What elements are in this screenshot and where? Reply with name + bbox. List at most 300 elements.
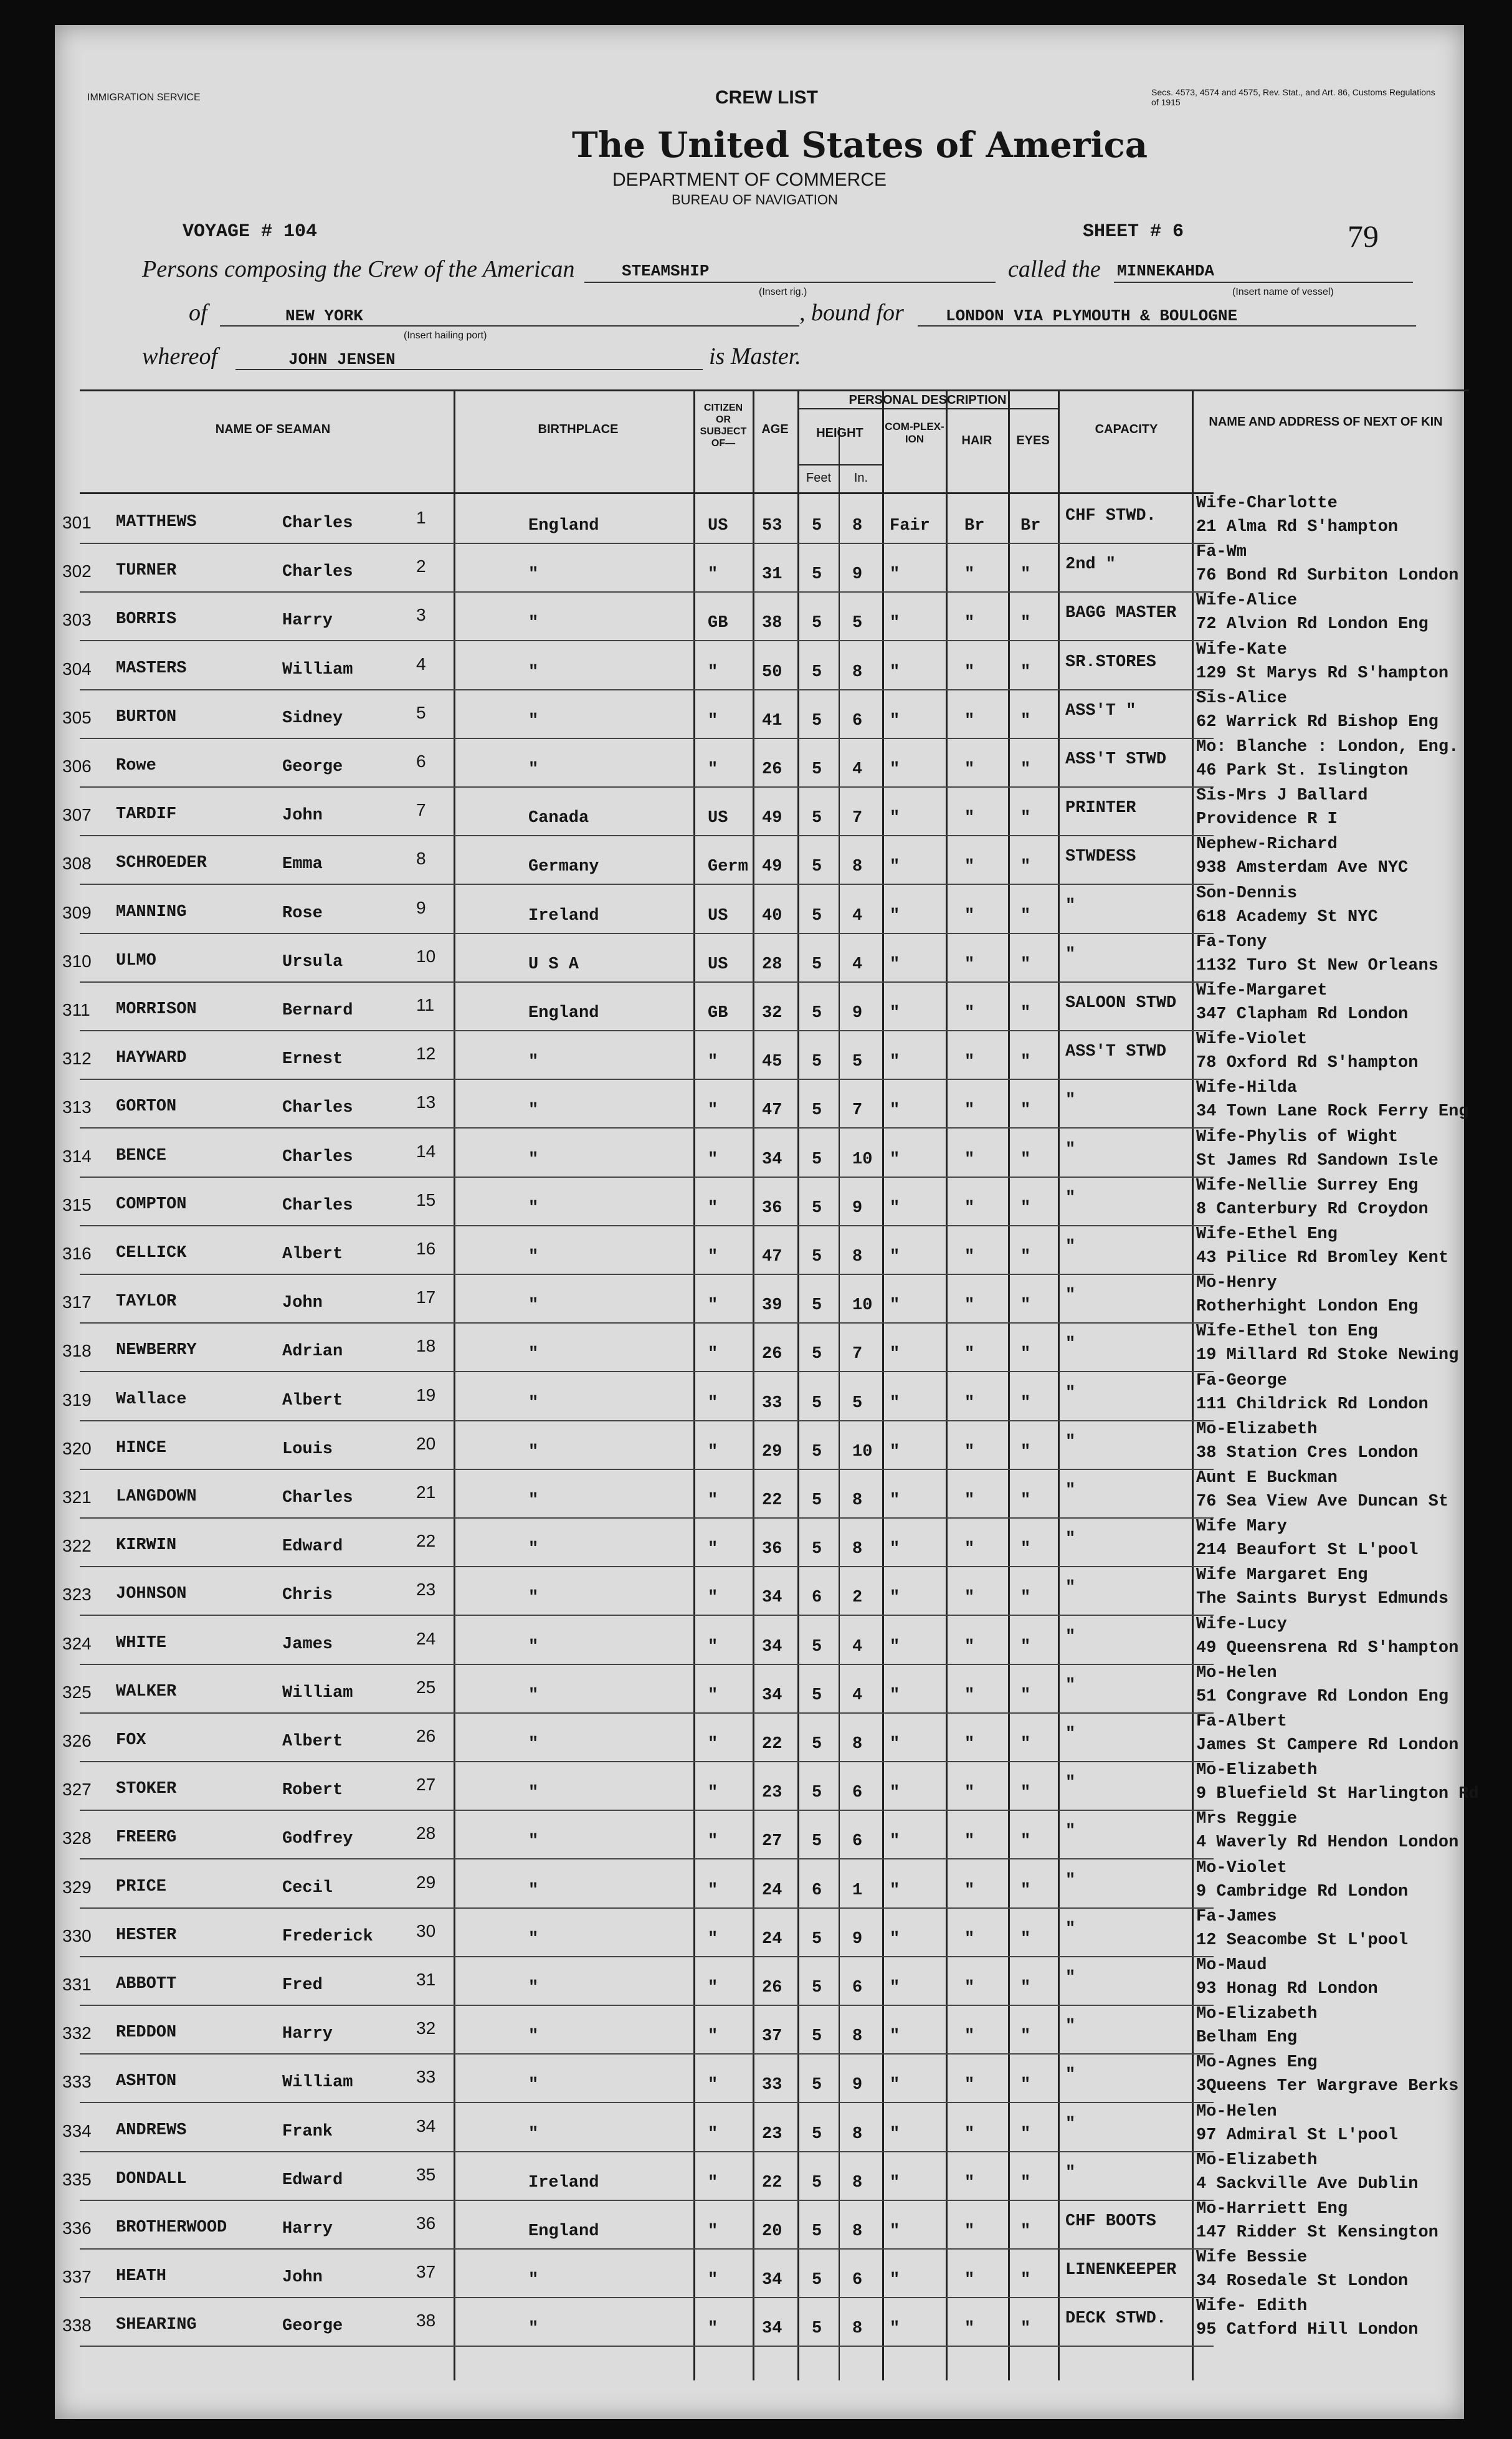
- hair: ": [964, 614, 975, 633]
- height-inches: 6: [852, 711, 863, 730]
- hair: ": [964, 1929, 975, 1949]
- line-number: 11: [416, 995, 435, 1014]
- height-feet: 5: [812, 906, 822, 925]
- eyes: ": [1020, 1783, 1031, 1803]
- capacity: ASS'T STWD: [1065, 1043, 1167, 1062]
- line-number: 37: [416, 2262, 436, 2282]
- hair: ": [964, 857, 975, 877]
- hair: ": [964, 809, 975, 828]
- kin-address: Providence R I: [1196, 810, 1338, 829]
- kin-name: Mo-Elizabeth: [1196, 1420, 1318, 1439]
- height-feet: 5: [812, 857, 822, 877]
- given-name: Sidney: [282, 709, 343, 728]
- age: 40: [762, 906, 782, 925]
- age: 20: [762, 2222, 782, 2241]
- age: 32: [762, 1004, 782, 1023]
- capacity: SALOON STWD: [1065, 994, 1177, 1013]
- line-number: 33: [416, 2067, 436, 2087]
- height-inches: 8: [852, 2319, 863, 2339]
- eyes: ": [1020, 1442, 1031, 1461]
- given-name: Louis: [282, 1439, 333, 1459]
- line-number: 20: [416, 1433, 436, 1453]
- table-row: [62, 738, 1469, 788]
- age: 27: [762, 1832, 782, 1851]
- age: 49: [762, 857, 782, 877]
- kin-address: 1132 Turo St New Orleans: [1196, 956, 1438, 975]
- line-number: 30: [416, 1921, 436, 1940]
- hair: ": [964, 955, 975, 974]
- birthplace: ": [528, 2027, 539, 2046]
- kin-name: Mo-Elizabeth: [1196, 1761, 1318, 1780]
- manifest-number: 319: [62, 1390, 92, 1410]
- capacity: CHF STWD.: [1065, 507, 1156, 525]
- eyes: ": [1020, 2027, 1031, 2046]
- eyes: ": [1020, 1198, 1031, 1218]
- manifest-number: 338: [62, 2316, 92, 2336]
- hair: ": [964, 2222, 975, 2241]
- kin-address: 618 Academy St NYC: [1196, 907, 1378, 927]
- country-heading: The United States of America: [572, 125, 1148, 166]
- citizen: ": [708, 1345, 718, 1364]
- hair: ": [964, 1101, 975, 1120]
- capacity: ": [1065, 896, 1076, 915]
- age: 39: [762, 1296, 782, 1315]
- height-inches: 7: [852, 809, 863, 828]
- birthplace: ": [528, 2124, 539, 2144]
- citizen: ": [708, 1393, 718, 1413]
- height-inches: 8: [852, 857, 863, 877]
- given-name: George: [282, 758, 343, 776]
- table-row: [62, 494, 1469, 544]
- manifest-number: 334: [62, 2121, 92, 2141]
- manifest-number: 331: [62, 1975, 92, 1994]
- age: 37: [762, 2027, 782, 2046]
- persons-label: Persons composing the Crew of the American: [142, 256, 575, 282]
- complexion: ": [890, 1686, 900, 1705]
- crew-list-title: CREW LIST: [715, 87, 818, 108]
- line-number: 32: [416, 2018, 436, 2038]
- capacity: ": [1065, 1822, 1076, 1841]
- birthplace: ": [528, 1052, 539, 1072]
- kin-name: Sis-Mrs J Ballard: [1196, 786, 1368, 806]
- capacity: ": [1065, 1238, 1076, 1256]
- complexion: ": [890, 1783, 900, 1803]
- col-feet: Feet: [806, 471, 832, 485]
- eyes: ": [1020, 1637, 1031, 1656]
- age: 26: [762, 1978, 782, 1997]
- height-feet: 5: [812, 1540, 822, 1559]
- age: 45: [762, 1052, 782, 1072]
- kin-name: Mo-Violet: [1196, 1858, 1287, 1878]
- height-feet: 5: [812, 2271, 822, 2290]
- capacity: 2nd ": [1065, 555, 1116, 575]
- height-feet: 6: [812, 1881, 822, 1900]
- capacity: BAGG MASTER: [1065, 604, 1177, 623]
- age: 50: [762, 662, 782, 682]
- capacity: ASS'T ": [1065, 701, 1136, 720]
- hair: ": [964, 1393, 975, 1413]
- hair: ": [964, 1345, 975, 1364]
- surname: MASTERS: [116, 659, 187, 678]
- hair: ": [964, 1296, 975, 1315]
- given-name: Edward: [282, 1537, 343, 1557]
- kin-address: 38 Station Cres London: [1196, 1443, 1419, 1463]
- surname: GORTON: [116, 1097, 177, 1117]
- col-name: NAME OF SEAMAN: [215, 422, 331, 436]
- col-height: HEIGHT: [816, 426, 863, 440]
- height-inches: 8: [852, 2124, 863, 2144]
- birthplace: England: [528, 517, 599, 535]
- manifest-number: 330: [62, 1926, 92, 1945]
- eyes: ": [1020, 1150, 1031, 1169]
- manifest-number: 310: [62, 951, 92, 971]
- capacity: ": [1065, 1286, 1076, 1305]
- manifest-number: 337: [62, 2267, 92, 2287]
- birthplace: Canada: [528, 809, 589, 828]
- height-inches: 9: [852, 1004, 863, 1023]
- capacity: ": [1065, 945, 1076, 964]
- kin-address: 4 Waverly Rd Hendon London: [1196, 1833, 1459, 1853]
- given-name: John: [282, 2268, 323, 2288]
- kin-name: Wife-Lucy: [1196, 1615, 1287, 1634]
- age: 33: [762, 1393, 782, 1413]
- complexion: ": [890, 1929, 900, 1949]
- height-inches: 9: [852, 1198, 863, 1218]
- hair: ": [964, 1832, 975, 1851]
- surname: BORRIS: [116, 610, 177, 629]
- manifest-number: 329: [62, 1877, 92, 1897]
- surname: FOX: [116, 1731, 146, 1750]
- manifest-number: 315: [62, 1195, 92, 1215]
- age: 33: [762, 2076, 782, 2095]
- height-feet: 5: [812, 809, 822, 828]
- surname: ULMO: [116, 951, 156, 970]
- manifest-number: 306: [62, 757, 92, 776]
- given-name: Charles: [282, 563, 353, 582]
- kin-name: Mo-Henry: [1196, 1274, 1277, 1293]
- age: 22: [762, 2173, 782, 2192]
- complexion: ": [890, 1540, 900, 1559]
- complexion: ": [890, 1491, 900, 1510]
- citizen: ": [708, 1491, 718, 1510]
- age: 31: [762, 565, 782, 585]
- kin-address: 147 Ridder St Kensington: [1196, 2223, 1438, 2242]
- manifest-number: 308: [62, 854, 92, 874]
- table-row: [62, 1517, 1469, 1567]
- height-feet: 5: [812, 1637, 822, 1656]
- age: 36: [762, 1540, 782, 1559]
- kin-address: 129 St Marys Rd S'hampton: [1196, 664, 1449, 683]
- kin-name: Wife-Ethel ton Eng: [1196, 1322, 1378, 1342]
- age: 24: [762, 1929, 782, 1949]
- table-row: [62, 1858, 1469, 1909]
- height-inches: 9: [852, 1929, 863, 1949]
- surname: SHEARING: [116, 2316, 197, 2335]
- table-row: [62, 1907, 1469, 1957]
- capacity: ": [1065, 2114, 1076, 2134]
- complexion: ": [890, 760, 900, 779]
- kin-name: Wife-Ethel Eng: [1196, 1225, 1338, 1244]
- birthplace: Ireland: [528, 2173, 599, 2192]
- height-feet: 6: [812, 1588, 822, 1608]
- manifest-number: 305: [62, 707, 92, 727]
- manifest-number: 325: [62, 1682, 92, 1702]
- birthplace: ": [528, 1881, 539, 1900]
- given-name: Harry: [282, 2025, 333, 2044]
- kin-name: Mo-Helen: [1196, 1663, 1277, 1682]
- kin-name: Wife-Charlotte: [1196, 494, 1338, 513]
- height-inches: 6: [852, 1832, 863, 1851]
- line-number: 27: [416, 1775, 436, 1795]
- whereof-label: whereof: [142, 343, 218, 370]
- citizen: GB: [708, 1004, 728, 1023]
- hair: ": [964, 1588, 975, 1608]
- kin-address: 12 Seacombe St L'pool: [1196, 1931, 1409, 1950]
- manifest-number: 314: [62, 1146, 92, 1166]
- eyes: ": [1020, 1393, 1031, 1413]
- surname: JOHNSON: [116, 1585, 187, 1604]
- height-inches: 9: [852, 2076, 863, 2095]
- hair: ": [964, 2173, 975, 2192]
- citizen: ": [708, 1150, 718, 1169]
- capacity: ": [1065, 1676, 1076, 1695]
- surname: COMPTON: [116, 1195, 187, 1214]
- citizen: ": [708, 2173, 718, 2192]
- hair: ": [964, 1540, 975, 1559]
- line-number: 28: [416, 1823, 436, 1843]
- citizen: ": [708, 711, 718, 730]
- complexion: ": [890, 614, 900, 633]
- manifest-number: 323: [62, 1585, 92, 1605]
- complexion: ": [890, 1004, 900, 1023]
- table-row: [62, 932, 1469, 983]
- eyes: ": [1020, 809, 1031, 828]
- capacity: ": [1065, 1578, 1076, 1598]
- eyes: ": [1020, 1004, 1031, 1023]
- kin-name: Wife-Margaret: [1196, 981, 1328, 1000]
- birthplace: ": [528, 2271, 539, 2290]
- birthplace: ": [528, 1345, 539, 1364]
- surname: KIRWIN: [116, 1536, 177, 1555]
- surname: HEATH: [116, 2267, 167, 2286]
- eyes: ": [1020, 1101, 1031, 1120]
- birthplace: England: [528, 1004, 599, 1023]
- eyes: Br: [1020, 517, 1041, 535]
- given-name: William: [282, 2073, 353, 2093]
- complexion: ": [890, 711, 900, 730]
- height-inches: 4: [852, 1637, 863, 1656]
- capacity: ": [1065, 1091, 1076, 1110]
- height-inches: 5: [852, 1393, 863, 1413]
- eyes: ": [1020, 2173, 1031, 2192]
- capacity: PRINTER: [1065, 799, 1136, 818]
- rig-value: STEAMSHIP: [622, 262, 710, 280]
- birthplace: England: [528, 2222, 599, 2241]
- height-feet: 5: [812, 1345, 822, 1364]
- given-name: Fred: [282, 1976, 323, 1995]
- hair: ": [964, 1150, 975, 1169]
- age: 23: [762, 1783, 782, 1803]
- kin-name: Wife-Violet: [1196, 1030, 1308, 1049]
- hailing-port: NEW YORK: [285, 307, 363, 325]
- manifest-number: 327: [62, 1780, 92, 1800]
- line-number: 38: [416, 2311, 436, 2331]
- complexion: ": [890, 1101, 900, 1120]
- department-heading: DEPARTMENT OF COMMERCE: [612, 169, 887, 190]
- age: 23: [762, 2124, 782, 2144]
- kin-address: 938 Amsterdam Ave NYC: [1196, 859, 1409, 878]
- height-inches: 8: [852, 2173, 863, 2192]
- kin-address: 21 Alma Rd S'hampton: [1196, 518, 1399, 537]
- age: 22: [762, 1491, 782, 1510]
- birthplace: Germany: [528, 857, 599, 877]
- height-inches: 7: [852, 1101, 863, 1120]
- age: 34: [762, 2271, 782, 2290]
- kin-address: 111 Childrick Rd London: [1196, 1395, 1429, 1414]
- kin-name: Son-Dennis: [1196, 884, 1298, 903]
- citizen: ": [708, 1052, 718, 1072]
- birthplace: ": [528, 1832, 539, 1851]
- eyes: ": [1020, 760, 1031, 779]
- complexion: ": [890, 2173, 900, 2192]
- col-age: AGE: [761, 422, 789, 436]
- kin-address: 62 Warrick Rd Bishop Eng: [1196, 712, 1438, 732]
- table-row: [62, 1225, 1469, 1275]
- capacity: ": [1065, 1919, 1076, 1939]
- table-row: [62, 1615, 1469, 1665]
- hair: ": [964, 1004, 975, 1023]
- line-number: 5: [416, 702, 426, 722]
- height-feet: 5: [812, 565, 822, 585]
- kin-address: 93 Honag Rd London: [1196, 1980, 1378, 1998]
- destination: LONDON VIA PLYMOUTH & BOULOGNE: [946, 307, 1238, 325]
- height-inches: 9: [852, 565, 863, 585]
- given-name: Ursula: [282, 952, 343, 971]
- col-birthplace: BIRTHPLACE: [538, 422, 619, 436]
- capacity: ": [1065, 1725, 1076, 1744]
- top-left-stamp: IMMIGRATION SERVICE: [87, 92, 201, 103]
- kin-name: Mo-Maud: [1196, 1956, 1267, 1975]
- stamp-number: 79: [1348, 219, 1379, 254]
- col-kin: NAME AND ADDRESS OF NEXT OF KIN: [1209, 415, 1443, 429]
- table-row: [62, 835, 1469, 885]
- hair: ": [964, 1491, 975, 1510]
- given-name: Frederick: [282, 1927, 373, 1946]
- citizen: ": [708, 1686, 718, 1705]
- line-number: 6: [416, 752, 426, 771]
- table-row: [62, 640, 1469, 690]
- age: 34: [762, 1150, 782, 1169]
- capacity: ": [1065, 1432, 1076, 1451]
- capacity: ": [1065, 1481, 1076, 1500]
- kin-address: St James Rd Sandown Isle: [1196, 1151, 1438, 1170]
- surname: BURTON: [116, 707, 177, 727]
- given-name: Albert: [282, 1391, 343, 1410]
- capacity: LINENKEEPER: [1065, 2261, 1177, 2280]
- birthplace: ": [528, 1248, 539, 1266]
- manifest-number: 303: [62, 610, 92, 630]
- given-name: Albert: [282, 1732, 343, 1751]
- surname: SCHROEDER: [116, 854, 207, 873]
- eyes: ": [1020, 1588, 1031, 1608]
- kin-address: 19 Millard Rd Stoke Newing: [1196, 1346, 1459, 1365]
- hair: ": [964, 565, 975, 585]
- given-name: Charles: [282, 514, 353, 533]
- citizen: ": [708, 2271, 718, 2290]
- given-name: Godfrey: [282, 1830, 353, 1849]
- citizen: US: [708, 955, 728, 974]
- surname: TAYLOR: [116, 1292, 177, 1312]
- age: 47: [762, 1248, 782, 1266]
- kin-name: Fa-Wm: [1196, 543, 1247, 562]
- manifest-number: 309: [62, 902, 92, 922]
- line-number: 29: [416, 1872, 436, 1892]
- capacity: ": [1065, 2017, 1076, 2036]
- kin-name: Mo-Harriett Eng: [1196, 2200, 1348, 2218]
- kin-address: 95 Catford Hill London: [1196, 2321, 1419, 2340]
- table-row: [62, 1663, 1469, 1714]
- manifest-number: 317: [62, 1292, 92, 1312]
- height-feet: 5: [812, 1978, 822, 1997]
- citizen: ": [708, 1735, 718, 1754]
- kin-address: 9 Cambridge Rd London: [1196, 1882, 1409, 1901]
- height-feet: 5: [812, 1004, 822, 1023]
- hair: ": [964, 2076, 975, 2095]
- hair: ": [964, 2319, 975, 2339]
- line-number: 3: [416, 605, 426, 625]
- eyes: ": [1020, 614, 1031, 633]
- capacity: ASS'T STWD: [1065, 750, 1167, 769]
- manifest-number: 336: [62, 2218, 92, 2238]
- kin-address: 4 Sackville Ave Dublin: [1196, 2174, 1419, 2193]
- manifest-number: 326: [62, 1731, 92, 1750]
- height-feet: 5: [812, 711, 822, 730]
- eyes: ": [1020, 955, 1031, 974]
- kin-address: 76 Bond Rd Surbiton London: [1196, 566, 1459, 586]
- master-name: JOHN JENSEN: [288, 350, 396, 369]
- birthplace: ": [528, 1929, 539, 1949]
- given-name: John: [282, 1294, 323, 1313]
- height-feet: 5: [812, 1686, 822, 1705]
- height-inches: 4: [852, 906, 863, 925]
- age: 34: [762, 1637, 782, 1656]
- given-name: William: [282, 660, 353, 679]
- birthplace: ": [528, 1735, 539, 1754]
- height-feet: 5: [812, 2076, 822, 2095]
- hair: ": [964, 1686, 975, 1705]
- capacity: STWDESS: [1065, 847, 1136, 867]
- manifest-number: 332: [62, 2023, 92, 2043]
- height-inches: 4: [852, 1686, 863, 1705]
- manifest-number: 328: [62, 1828, 92, 1848]
- complexion: ": [890, 1052, 900, 1072]
- surname: NEWBERRY: [116, 1341, 197, 1360]
- crew-table: [62, 371, 1479, 2390]
- manifest-number: 318: [62, 1341, 92, 1361]
- citizen: ": [708, 2222, 718, 2241]
- table-row: [62, 1371, 1469, 1421]
- complexion: ": [890, 1345, 900, 1364]
- complexion: ": [890, 2124, 900, 2144]
- given-name: Charles: [282, 1489, 353, 1507]
- height-feet: 5: [812, 1101, 822, 1120]
- citizen: ": [708, 1442, 718, 1461]
- table-row: [62, 1810, 1469, 1859]
- birthplace: ": [528, 1101, 539, 1120]
- citizen: ": [708, 1588, 718, 1608]
- hair: ": [964, 2027, 975, 2046]
- line-number: 24: [416, 1628, 436, 1648]
